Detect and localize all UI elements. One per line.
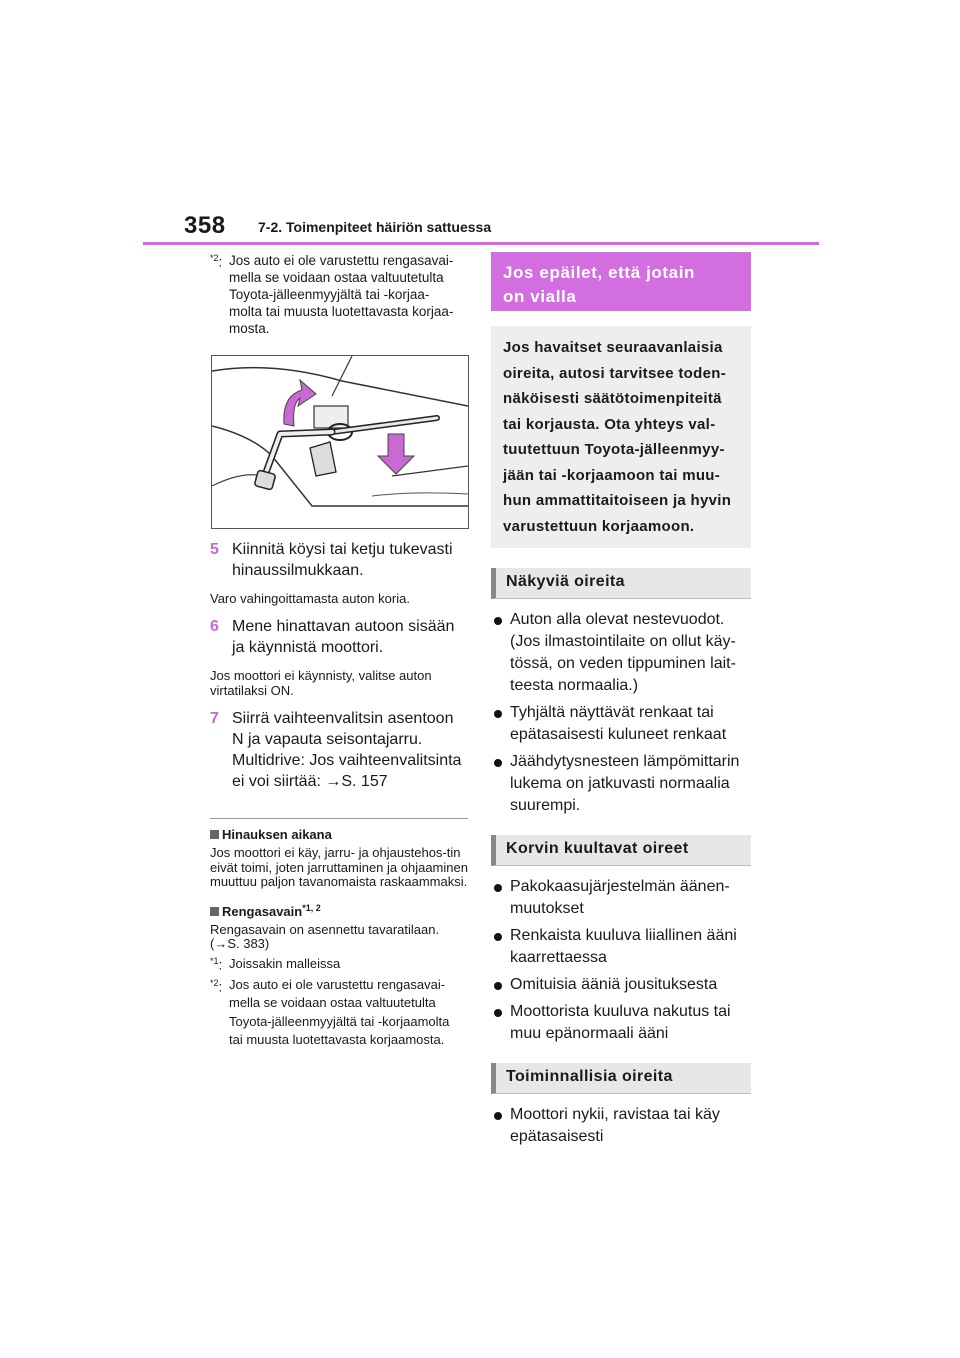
wrench-heading — [210, 904, 468, 919]
step-number: 6 — [210, 618, 219, 635]
section-title-box — [491, 252, 751, 311]
section-title: 7-2. Toimenpiteet häiriön sattuessa — [258, 219, 492, 235]
visible-symptoms-heading: Näkyviä oireita — [491, 568, 751, 599]
list-item-line: Tyhjältä näyttävät renkaat tai — [510, 704, 714, 721]
step-6 — [210, 616, 468, 658]
intro-line: jään tai -korjaamoon tai muu- — [503, 466, 721, 484]
footnote-top: $^{*2}$: Jos auto ei ole varustettu rengasavai- mella se voidaan ostaa valtuutetulta Toyota-jälleenmyyjältä tai -korjaa- molta tai muusta luotettavasta korjaa- mosta. — [210, 252, 468, 337]
footnote-line: mosta. — [229, 321, 270, 336]
list-item — [491, 609, 751, 697]
footnote-text: Joissakin malleissa — [229, 955, 341, 971]
list-item-line: (Jos ilmastointilaite on ollut käy- — [510, 633, 736, 650]
step-7 — [210, 708, 468, 792]
list-item — [491, 876, 751, 920]
list-item-line: teesta normaalia.) — [510, 677, 639, 694]
functional-symptoms-list — [491, 1104, 751, 1148]
footnote-line: Jos auto ei ole varustettu rengasavai- — [229, 253, 454, 268]
towing-heading — [210, 827, 468, 842]
list-item-line: Moottori nykii, ravistaa tai käy — [510, 1106, 720, 1123]
bullet-icon — [494, 982, 502, 990]
list-item-line: Moottorista kuuluva nakutus tai — [510, 1003, 731, 1020]
footnote-line: Toyota-jälleenmyyjältä tai -korjaa- — [229, 287, 430, 302]
list-item-line: suurempi. — [510, 797, 581, 814]
right-column — [491, 252, 751, 1153]
intro-line: hun ammattitaitoiseen ja hyvin — [503, 492, 732, 509]
footnote-1: $^{*1}$: Joissakin malleissa — [210, 955, 468, 972]
bullet-icon — [494, 933, 502, 941]
step-line: ja käynnistä moottori. — [232, 639, 384, 656]
footnote-line: Jos auto ei ole varustettu rengasavai- — [229, 976, 446, 992]
audible-symptoms-heading: Korvin kuultavat oireet — [491, 835, 751, 866]
footnote-line: mella se voidaan ostaa valtuutetulta — [229, 995, 436, 1010]
list-item — [491, 751, 751, 817]
section-title-line: on vialla — [503, 287, 577, 306]
list-item-line: epätasaisesti — [510, 1128, 604, 1145]
step-note: Varo vahingoittamasta auton koria. — [210, 591, 410, 606]
audible-symptoms-list — [491, 876, 751, 1045]
wrench-body-line: Rengasavain on asennettu tavaratilaan. — [210, 921, 440, 937]
list-item — [491, 1104, 751, 1148]
list-item — [491, 702, 751, 746]
list-item-line: Omituisia ääniä jousituksesta — [510, 976, 718, 993]
left-column — [210, 252, 468, 1050]
wrench-heading-sup: *1, 2 — [302, 903, 321, 913]
footnote-line: molta tai muusta luotettavasta korjaa- — [229, 304, 454, 319]
section-title-line: Jos epäilet, että jotain — [503, 263, 696, 282]
intro-line: varustettuun korjaamoon. — [503, 517, 695, 535]
list-item-line: Auton alla olevat nestevuodot. — [510, 611, 725, 628]
step-number: 5 — [210, 541, 219, 558]
square-bullet-icon — [210, 830, 219, 839]
visible-symptoms-list — [491, 609, 751, 817]
wrench-body — [210, 923, 468, 952]
list-item-line: muu epänormaali ääni — [510, 1025, 669, 1042]
intro-line: tai korjausta. Ota yhteys val- — [503, 415, 716, 433]
intro-line: Jos havaitset seuraavanlaisia — [503, 339, 723, 356]
step-line: ei voi siirtää: →S. 157 — [232, 773, 388, 790]
bullet-icon — [494, 617, 502, 625]
footnote-2: $^{*2}$: Jos auto ei ole varustettu rengasavai- mella se voidaan ostaa valtuutetulta Toyota-jälleenmyyjältä tai -korjaamolta tai muusta luotettavasta korjaamosta. — [210, 976, 468, 1050]
functional-symptoms-heading: Toiminnallisia oireita — [491, 1063, 751, 1094]
step-line: hinaussilmukkaan. — [232, 562, 364, 579]
step-line: Multidrive: Jos vaihteenvalitsinta — [232, 752, 462, 769]
section-divider — [210, 818, 468, 819]
bullet-icon — [494, 1112, 502, 1120]
list-item-line: tössä, on veden tippuminen lait- — [510, 655, 736, 672]
step-line: N ja vapauta seisontajarru. — [232, 731, 423, 748]
step-5 — [210, 539, 468, 581]
step-number: 7 — [210, 710, 219, 727]
list-item-line: Renkaista kuuluva liiallinen ääni — [510, 927, 737, 944]
step-note: Jos moottori ei käynnisty, valitse auton virtatilaksi ON. — [210, 668, 432, 698]
list-item-line: lukema on jatkuvasti normaalia — [510, 775, 730, 792]
list-item-line: Pakokaasujärjestelmän äänen- — [510, 878, 730, 895]
step-line: Siirrä vaihteenvalitsin asentoon — [232, 710, 454, 727]
footnote-marker: *1 — [210, 955, 219, 966]
towing-body: Jos moottori ei käy, jarru- ja ohjaustehos-tin eivät toimi, joten jarruttaminen ja ohjaaminen muuttuu paljon tavanomaista raskaammaksi. — [210, 845, 468, 889]
header-rule — [143, 242, 819, 245]
list-item-line: Jäähdytysnesteen lämpömittarin — [510, 753, 740, 770]
step-line: Kiinnitä köysi tai ketju tukevasti — [232, 541, 453, 558]
step-line: Mene hinattavan autoon sisään — [232, 618, 455, 635]
bullet-icon — [494, 710, 502, 718]
footnote-line: tai muusta luotettavasta korjaamosta. — [229, 1032, 445, 1047]
footnote-marker: *2 — [210, 253, 219, 263]
wrench-illustration — [211, 355, 469, 529]
wrench-illustration-drawing — [212, 356, 468, 528]
list-item — [491, 925, 751, 969]
page-number: 358 — [184, 212, 226, 239]
wrench-body-line: (→S. 383) — [210, 936, 270, 951]
square-bullet-icon — [210, 907, 219, 916]
wrench-heading-text: Rengasavain — [222, 903, 303, 919]
footnote-line: mella se voidaan ostaa valtuutetulta — [229, 270, 444, 285]
footnote-marker: *2 — [210, 977, 219, 988]
intro-box — [491, 326, 751, 548]
intro-line: näköisesti säätötoimenpiteitä — [503, 390, 722, 407]
list-item — [491, 1001, 751, 1045]
bullet-icon — [494, 759, 502, 767]
footnote-line: Toyota-jälleenmyyjältä tai -korjaamolta — [229, 1013, 450, 1029]
bullet-icon — [494, 884, 502, 892]
list-item-line: epätasaisesti kuluneet renkaat — [510, 726, 727, 743]
list-item-line: muutokset — [510, 900, 584, 917]
bullet-icon — [494, 1009, 502, 1017]
list-item — [491, 974, 751, 996]
intro-line: oireita, autosi tarvitsee toden- — [503, 364, 726, 382]
list-item-line: kaarrettaessa — [510, 949, 607, 966]
towing-heading-text: Hinauksen aikana — [222, 827, 332, 842]
intro-line: tuutettuun Toyota-jälleenmyy- — [503, 441, 725, 458]
